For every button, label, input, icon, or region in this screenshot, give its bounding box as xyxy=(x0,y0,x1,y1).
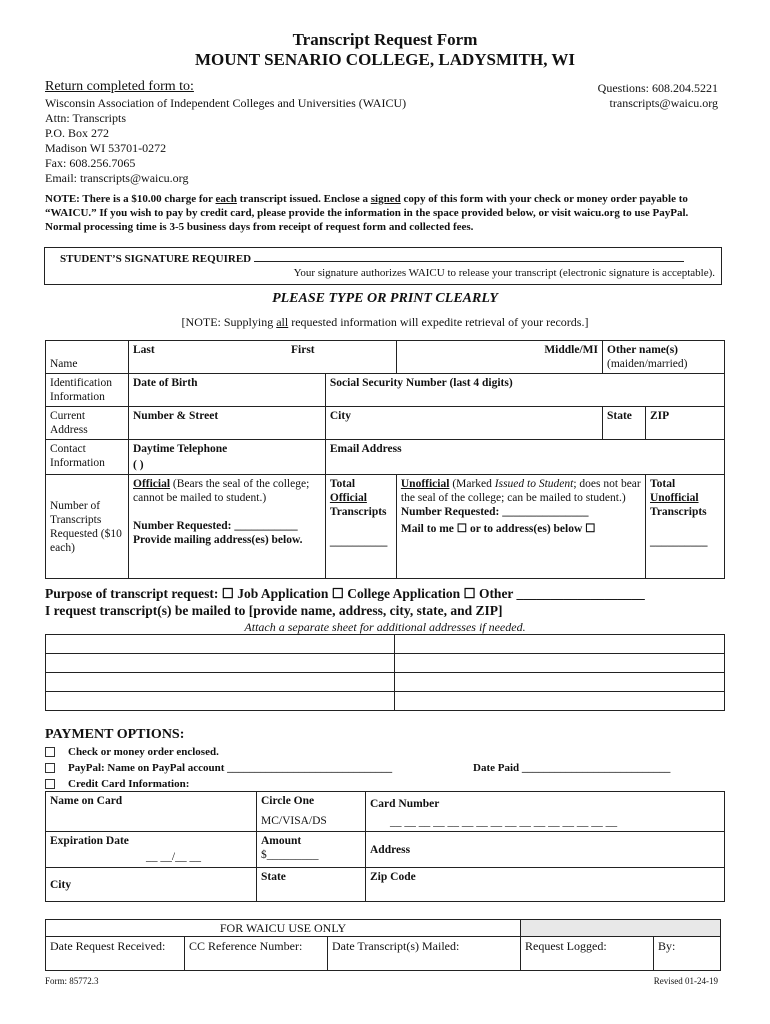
note-part-3: copy of this form with your check or money order payable to “WAICU.” If you wish to pay by credit card, please provide the information in the space provided below, or visit waicu.org to use PayPal. Normal processing time is 3-5 business days from receipt of request form and collected fees. xyxy=(45,193,689,233)
college-title: MOUNT SENARIO COLLEGE, LADYSMITH, WI xyxy=(194,50,576,69)
date-paid[interactable]: Date Paid ___________________________ xyxy=(473,762,671,774)
paypal-checkbox[interactable] xyxy=(45,763,55,773)
maiden-label: (maiden/married) xyxy=(607,358,688,370)
form-number: Form: 85772.3 xyxy=(45,976,99,986)
signature-sub: Your signature authorizes WAICU to release your transcript (electronic signature is acceptable). xyxy=(293,267,715,279)
card-number-cell[interactable] xyxy=(366,792,725,832)
note-each: each xyxy=(215,193,237,205)
expiration-label: Expiration Date xyxy=(50,835,129,847)
unofficial-number-requested: Number Requested: _______________ xyxy=(400,506,589,518)
name-label: Name xyxy=(46,341,129,374)
email-field[interactable]: Email Address xyxy=(325,440,724,475)
official-cell[interactable] xyxy=(129,475,326,579)
total-official-1: Total xyxy=(329,478,356,490)
check-checkbox[interactable] xyxy=(45,747,55,757)
address-cell[interactable] xyxy=(395,673,725,692)
signature-label xyxy=(60,251,684,266)
total-unofficial-2: Unofficial xyxy=(650,492,699,504)
supply-part-1: [NOTE: Supplying xyxy=(181,315,277,329)
total-unofficial-cell[interactable] xyxy=(646,475,725,579)
return-line-1: Wisconsin Association of Independent Colleges and Universities (WAICU) xyxy=(45,96,407,110)
signature-box[interactable] xyxy=(44,247,722,285)
attach-note: Attach a separate sheet for additional addresses if needed. xyxy=(244,620,526,634)
address-cell[interactable] xyxy=(46,673,395,692)
unofficial-desc xyxy=(401,477,641,505)
middle-field[interactable]: Middle/MI xyxy=(396,341,602,374)
request-logged-field[interactable]: Request Logged: xyxy=(521,937,654,971)
date-mailed-field[interactable]: Date Transcript(s) Mailed: xyxy=(328,937,521,971)
unofficial-a: (Marked xyxy=(449,478,495,490)
address-cell[interactable] xyxy=(395,635,725,654)
note-part-1: NOTE: There is a $10.00 charge for xyxy=(45,193,216,205)
circle-one-label: Circle One xyxy=(261,795,315,807)
official-desc xyxy=(133,477,321,505)
unofficial-label: Unofficial xyxy=(400,478,450,490)
card-types: MC/VISA/DS xyxy=(261,815,327,827)
total-official-3: Transcripts xyxy=(329,506,387,518)
first-name-field[interactable]: First xyxy=(287,341,396,374)
payment-title: PAYMENT OPTIONS: xyxy=(45,727,185,742)
unofficial-cell[interactable] xyxy=(396,475,645,579)
contact-label: Contact Information xyxy=(46,440,129,475)
address-cell[interactable] xyxy=(395,654,725,673)
return-line-5: Fax: 608.256.7065 xyxy=(45,156,136,170)
street-field[interactable]: Number & Street xyxy=(129,407,326,440)
date-received-field[interactable]: Date Request Received: xyxy=(46,937,185,971)
return-line-3: P.O. Box 272 xyxy=(45,126,110,140)
address-cell[interactable] xyxy=(46,635,395,654)
name-on-card-field[interactable]: Name on Card xyxy=(46,792,257,832)
mail-to-line: I request transcript(s) be mailed to [provide name, address, city, state, and ZIP] xyxy=(45,603,503,618)
state-field[interactable]: State xyxy=(603,407,646,440)
other-names-label: Other name(s) xyxy=(607,344,679,356)
card-number-blanks: __ __ __ __ __ __ __ __ __ __ __ __ __ __ __ __ xyxy=(390,816,618,828)
office-shaded-cell xyxy=(521,920,721,937)
total-unofficial-3: Transcripts xyxy=(650,506,707,518)
other-names-field[interactable] xyxy=(603,341,725,374)
check-option[interactable] xyxy=(45,745,219,759)
phone-field[interactable] xyxy=(129,440,326,475)
total-official-2: Official xyxy=(329,492,367,504)
cc-reference-field[interactable]: CC Reference Number: xyxy=(185,937,328,971)
purpose-line[interactable]: Purpose of transcript request: ☐ Job Application ☐ College Application ☐ Other ___________________ xyxy=(45,586,645,601)
office-use-title: FOR WAICU USE ONLY xyxy=(46,920,521,937)
office-use-table xyxy=(45,919,721,971)
please-type: PLEASE TYPE OR PRINT CLEARLY xyxy=(272,291,498,306)
billing-address-field[interactable]: Address xyxy=(366,832,725,868)
phone-parens: ( ) xyxy=(133,459,144,471)
address-cell[interactable] xyxy=(46,654,395,673)
phone-label: Daytime Telephone xyxy=(133,443,228,455)
credit-option[interactable] xyxy=(45,777,189,791)
questions-email: transcripts@waicu.org xyxy=(609,96,718,110)
student-info-table xyxy=(45,340,725,579)
card-number-label: Card Number xyxy=(370,798,440,810)
amount-cell[interactable] xyxy=(257,832,366,868)
circle-one-cell[interactable] xyxy=(257,792,366,832)
logged-by-field[interactable]: By: xyxy=(654,937,721,971)
official-label: Official xyxy=(133,478,171,490)
number-of-transcripts-label: Number of Transcripts Requested ($10 each) xyxy=(46,475,129,579)
identification-label: Identification Information xyxy=(46,374,129,407)
paypal-option[interactable] xyxy=(45,761,392,775)
fee-note xyxy=(45,192,725,234)
official-number-requested: Number Requested: ___________ xyxy=(133,520,298,532)
supply-all: all xyxy=(276,315,289,329)
signature-label-text: STUDENT’S SIGNATURE REQUIRED xyxy=(60,253,252,265)
last-name-field[interactable]: Last xyxy=(129,341,288,374)
revised-date: Revised 01-24-19 xyxy=(653,976,718,986)
total-official-cell[interactable] xyxy=(325,475,396,579)
address-cell[interactable] xyxy=(395,692,725,711)
unofficial-b: ; does not bear the seal of the college; can be mailed to student.) xyxy=(400,478,641,504)
expiration-blank: __ __/__ __ xyxy=(146,851,201,863)
form-title: Transcript Request Form xyxy=(292,30,478,49)
paypal-label: PayPal: Name on PayPal account ______________________________ xyxy=(68,762,393,774)
zip-field[interactable]: ZIP xyxy=(646,407,725,440)
credit-checkbox[interactable] xyxy=(45,779,55,789)
return-line-4: Madison WI 53701-0272 xyxy=(45,141,167,155)
signature-line[interactable] xyxy=(254,251,684,262)
questions-phone: Questions: 608.204.5221 xyxy=(597,81,718,95)
billing-state-field[interactable]: State xyxy=(257,868,366,902)
total-unofficial-blank: __________ xyxy=(650,536,708,548)
provide-mailing: Provide mailing address(es) below. xyxy=(133,534,303,546)
return-line-2: Attn: Transcripts xyxy=(45,111,127,125)
mail-to-choice: Mail to me ☐ or to address(es) below ☐ xyxy=(400,523,596,535)
check-label: Check or money order enclosed. xyxy=(68,746,219,758)
billing-city-field[interactable]: City xyxy=(46,868,257,902)
amount-label: Amount xyxy=(261,835,302,847)
credit-label: Credit Card Information: xyxy=(68,778,190,790)
supply-note xyxy=(0,315,770,330)
address-cell[interactable] xyxy=(46,692,395,711)
questions-block xyxy=(598,81,718,111)
supply-part-2: requested information will expedite retrieval of your records.] xyxy=(288,315,589,329)
total-unofficial-1: Total xyxy=(650,478,676,490)
city-field[interactable]: City xyxy=(325,407,602,440)
return-address xyxy=(45,96,406,186)
billing-zip-field[interactable]: Zip Code xyxy=(366,868,725,902)
official-desc-text: (Bears the seal of the college; cannot be mailed to student.) xyxy=(133,478,310,504)
total-official-blank: __________ xyxy=(329,536,388,548)
mailing-address-grid xyxy=(45,634,725,711)
ssn-field[interactable]: Social Security Number (last 4 digits) xyxy=(325,374,724,407)
current-address-label: Current Address xyxy=(46,407,129,440)
expiration-cell[interactable] xyxy=(46,832,257,868)
note-signed: signed xyxy=(370,193,401,205)
dob-field[interactable]: Date of Birth xyxy=(129,374,326,407)
return-line-6: Email: transcripts@waicu.org xyxy=(45,171,189,185)
issued-to-student: Issued to Student xyxy=(494,478,574,490)
note-part-2: transcript issued. Enclose a xyxy=(236,193,371,205)
return-label: Return completed form to: xyxy=(45,79,194,94)
amount-blank: $_________ xyxy=(261,849,319,861)
credit-card-table xyxy=(45,791,725,902)
